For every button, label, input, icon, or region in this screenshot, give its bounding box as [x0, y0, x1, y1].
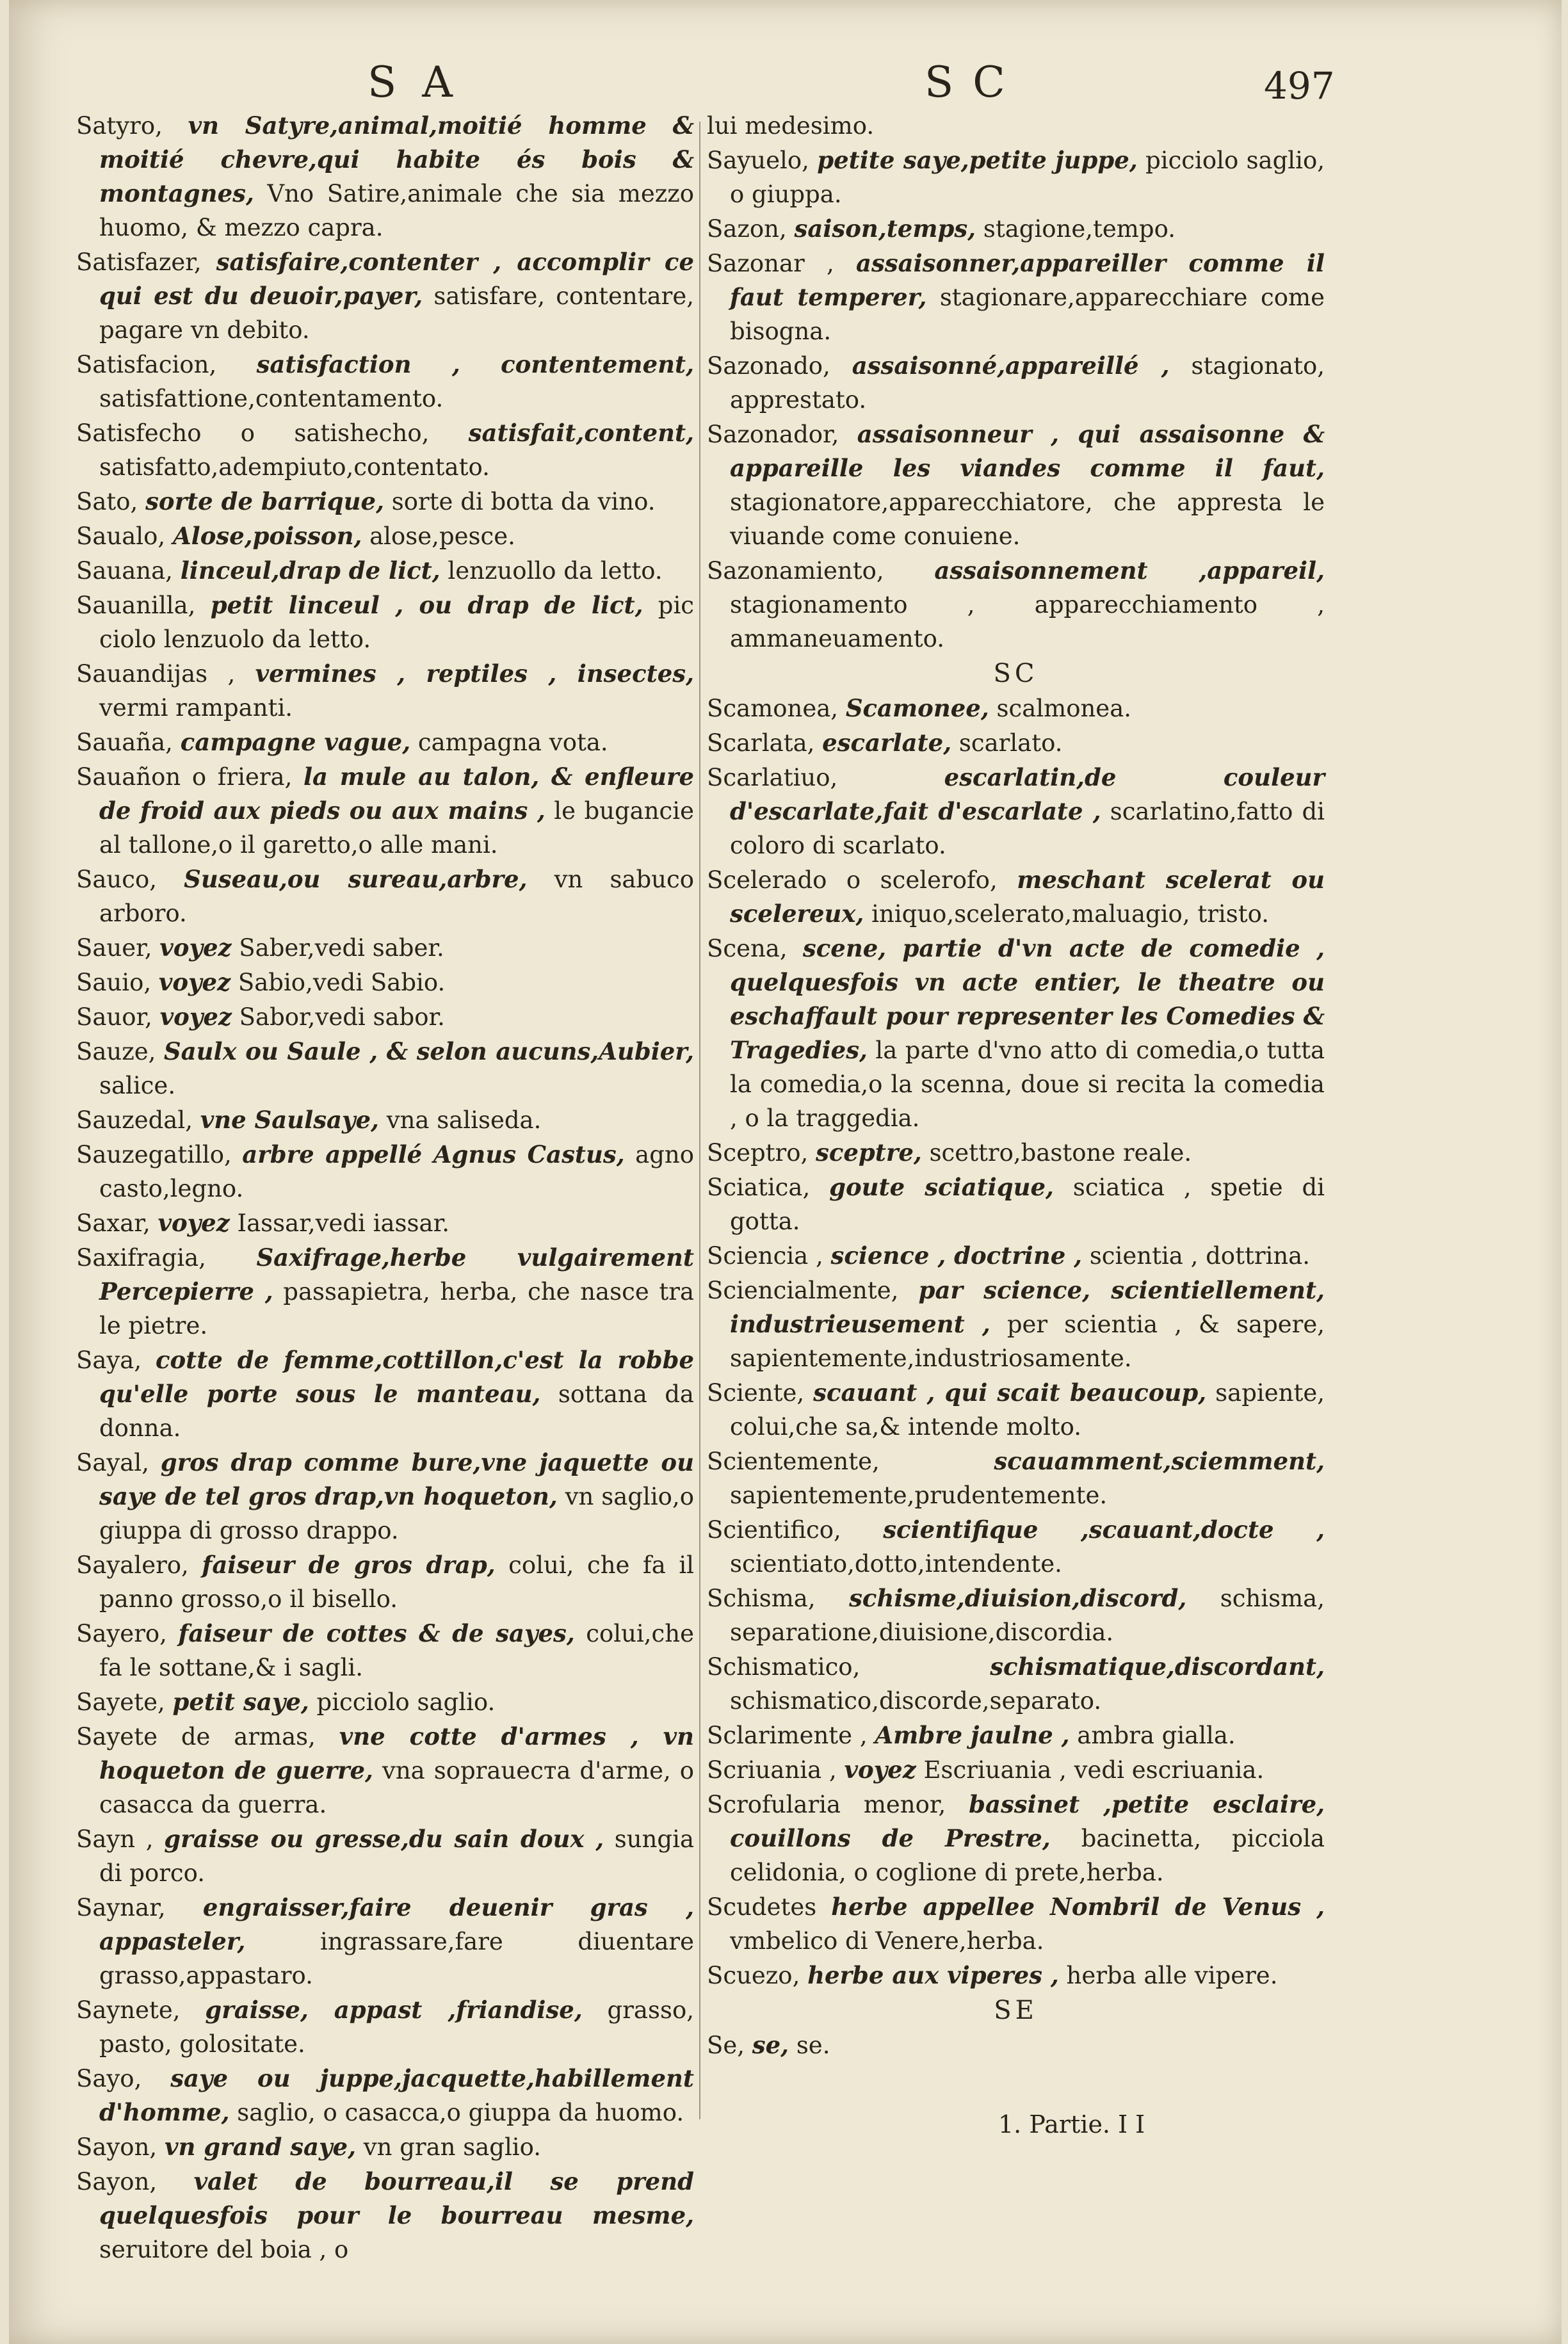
french-gloss: petit linceul , ou drap de lict,: [210, 591, 643, 619]
dictionary-entry: [76, 1206, 694, 1240]
headword: Sauze,: [76, 1038, 156, 1065]
headword: Sazon,: [707, 215, 787, 243]
french-gloss: saison,temps,: [794, 214, 976, 243]
italian-gloss: sciatica , spetie di gotta.: [730, 1174, 1325, 1235]
dictionary-entry: [707, 1650, 1325, 1718]
headword: Se,: [707, 2032, 745, 2059]
dictionary-entry: [707, 1376, 1325, 1444]
headword: Sato,: [76, 488, 138, 515]
dictionary-entry: [707, 1581, 1325, 1649]
italian-gloss: scientia , dottrina.: [1089, 1242, 1310, 1270]
italian-gloss: schismatico,discorde,separato.: [730, 1687, 1102, 1715]
french-gloss: vne Saulsaye,: [200, 1106, 379, 1134]
headword: Sauandijas ,: [76, 660, 236, 688]
headword: Scuezo,: [707, 1962, 800, 1989]
italian-gloss: scientiato,dotto,intendente.: [730, 1550, 1062, 1578]
dictionary-entry: [76, 485, 694, 519]
french-gloss: arbre appellé Agnus Castus,: [242, 1140, 625, 1168]
french-gloss: scauant , qui scait beaucoup,: [813, 1378, 1207, 1407]
italian-gloss: sungia di porco.: [99, 1825, 695, 1887]
dictionary-entry: [76, 519, 694, 553]
headword: Sceptro,: [707, 1139, 809, 1167]
italian-gloss: Escriuania , vedi escriuania.: [923, 1756, 1265, 1784]
headword: Sclarimente ,: [707, 1722, 868, 1749]
dictionary-entry: [76, 1446, 694, 1548]
french-gloss: schisme,diuision,discord,: [849, 1584, 1187, 1612]
italian-gloss: grasso, pasto, golositate.: [99, 1996, 694, 2058]
dictionary-entry: [707, 1753, 1325, 1787]
dictionary-entry: [707, 349, 1325, 417]
italian-gloss: colui,che fa le sottane,& i sagli.: [99, 1620, 694, 1681]
headword: Sayon,: [76, 2133, 158, 2161]
headword: Satisfacion,: [76, 351, 217, 378]
headword: Sayete de armas,: [76, 1723, 316, 1750]
dictionary-entry: [707, 932, 1325, 1135]
french-gloss: assaisonneur , qui assaisonne & appareille les viandes comme il faut,: [730, 420, 1325, 482]
headword: Sayal,: [76, 1449, 149, 1476]
headword: Sauor,: [76, 1003, 152, 1031]
dictionary-entry: [76, 109, 694, 245]
dictionary-entry: [76, 2062, 694, 2130]
french-gloss: vn grand saye,: [164, 2133, 356, 2161]
french-gloss: voyez: [159, 1003, 232, 1031]
dictionary-entry: [707, 212, 1325, 246]
french-gloss: vne cotte d'armes , vn hoqueton de guerre,: [99, 1722, 694, 1784]
headword: Saxifragia,: [76, 1244, 206, 1272]
headword: Sauaña,: [76, 729, 173, 756]
italian-gloss: sottana da donna.: [99, 1380, 694, 1442]
headword: Sayo,: [76, 2065, 142, 2092]
dictionary-entry: [707, 2028, 1325, 2062]
dictionary-entry: [707, 691, 1325, 725]
dictionary-entry: [707, 1239, 1325, 1273]
italian-gloss: campagna vota.: [417, 729, 608, 756]
italian-gloss: Sabor,vedi sabor.: [239, 1003, 445, 1031]
italian-gloss: vn saglio,o giuppa di grosso drappo.: [99, 1483, 694, 1544]
italian-gloss: ambra gialla.: [1077, 1722, 1236, 1749]
french-gloss: Saulx ou Saule , & selon aucuns,Aubier,: [163, 1037, 694, 1065]
italian-gloss: bacinetta, picciola celidonia, o coglione di prete,herba.: [730, 1825, 1325, 1886]
headword: Sazonador,: [707, 421, 839, 448]
header-left-letters: SA: [368, 58, 478, 107]
french-gloss: Scamonee,: [845, 694, 989, 722]
dictionary-entry: [76, 554, 694, 588]
dictionary-entry: [76, 416, 694, 484]
dictionary-entry: [707, 726, 1325, 760]
french-gloss: engraisser,faire deuenir gras , appasteler,: [99, 1893, 694, 1955]
section-heading: SC: [993, 659, 1039, 688]
headword: Sayero,: [76, 1620, 167, 1647]
french-gloss: faiseur de cottes & de sayes,: [178, 1619, 575, 1647]
dictionary-entry: [707, 417, 1325, 553]
italian-gloss: satisfattione,contentamento.: [99, 385, 444, 412]
headword: Sciencia ,: [707, 1242, 823, 1270]
italian-gloss: vn sabuco arboro.: [99, 866, 694, 927]
dictionary-entry: [707, 1718, 1325, 1752]
dictionary-entry: [76, 2130, 694, 2164]
headword: Saualo,: [76, 522, 166, 550]
dictionary-entry: [707, 1788, 1325, 1889]
italian-gloss: Vno Satire,animale che sia mezzo huomo, & mezzo capra.: [99, 180, 694, 241]
french-gloss: bassinet ,petite esclaire, couillons de Prestre,: [730, 1790, 1325, 1852]
italian-gloss: per scientia , & sapere, sapientemente,industriosamente.: [730, 1311, 1325, 1372]
dictionary-entry: [76, 245, 694, 347]
headword: Sciencialmente,: [707, 1277, 899, 1304]
headword: Sazonamiento,: [707, 557, 884, 585]
headword: Satisfecho o satishecho,: [76, 419, 430, 447]
headword: Sauer,: [76, 934, 152, 962]
italian-gloss: se.: [796, 2032, 830, 2059]
italian-gloss: satisfatto,adempiuto,contentato.: [99, 453, 490, 481]
dictionary-entry: [76, 931, 694, 965]
left-column: [76, 109, 694, 2267]
italian-gloss: la parte d'vno atto di comedia,o tutta la comedia,o la scenna, doue si recita la comedia , o la traggedia.: [730, 1037, 1325, 1132]
italian-gloss: vn gran saglio.: [363, 2133, 542, 2161]
italian-gloss: stagionare,apparecchiare come bisogna.: [730, 284, 1325, 345]
dictionary-entry: [707, 1170, 1325, 1238]
headword: Scientifico,: [707, 1516, 841, 1544]
dictionary-entry: [707, 761, 1325, 862]
dictionary-entry: [707, 1136, 1325, 1170]
italian-gloss: Sabio,vedi Sabio.: [238, 969, 446, 996]
italian-gloss: satisfare, contentare, pagare vn debito.: [99, 282, 695, 344]
italian-gloss: agno casto,legno.: [99, 1141, 695, 1202]
headword: Scarlatiuo,: [707, 764, 838, 791]
headword: Schisma,: [707, 1585, 816, 1612]
dictionary-entry: [76, 1720, 694, 1822]
dictionary-entry: [76, 1103, 694, 1137]
french-gloss: la mule au talon, & enfleure de froid aux pieds ou aux mains ,: [99, 763, 695, 825]
headword: Sciente,: [707, 1379, 805, 1407]
headword: Scientemente,: [707, 1448, 880, 1475]
dictionary-entry: [76, 1685, 694, 1719]
french-gloss: linceul,drap de lict,: [180, 556, 440, 585]
french-gloss: valet de bourreau,il se prend quelquesfois pour le bourreau mesme,: [99, 2167, 694, 2229]
dictionary-entry: [76, 1138, 694, 1206]
french-gloss: Suseau,ou sureau,arbre,: [184, 865, 528, 893]
dictionary-page: [9, 0, 1562, 2344]
headword: Sauco,: [76, 866, 157, 893]
headword: Sazonar ,: [707, 250, 834, 277]
french-gloss: herbe aux viperes ,: [807, 1961, 1059, 1989]
italian-gloss: iniquo,scelerato,maluagio, tristo.: [871, 900, 1269, 928]
french-gloss: herbe appellee Nombril de Venus ,: [831, 1893, 1325, 1921]
headword: Saynar,: [76, 1894, 166, 1921]
italian-gloss: herba alle vipere.: [1066, 1962, 1278, 1989]
dictionary-entry: [76, 2165, 694, 2267]
dictionary-entry: [76, 1241, 694, 1343]
headword: Sauanilla,: [76, 592, 196, 619]
headword: Scrofularia menor,: [707, 1791, 946, 1818]
dictionary-entry: [76, 1035, 694, 1103]
headword: Scriuania ,: [707, 1756, 837, 1784]
headword: Sciatica,: [707, 1174, 811, 1201]
french-gloss: se,: [752, 2031, 789, 2059]
headword: Sauio,: [76, 969, 152, 996]
french-gloss: petite saye,petite juppe,: [817, 146, 1138, 174]
italian-gloss: vermi rampanti.: [99, 694, 293, 722]
section-heading: SE: [994, 1996, 1038, 2025]
headword: Sayalero,: [76, 1551, 189, 1579]
italian-gloss: stagionatore,apparecchiatore, che apprеsta le viuande come conuiene.: [730, 489, 1325, 550]
italian-gloss: stagionato, apprestato.: [730, 352, 1325, 414]
dictionary-entry: [76, 862, 694, 930]
italian-gloss: scarlatino,fatto di coloro di scarlato.: [730, 798, 1325, 859]
italian-gloss: Iassar,vedi iassar.: [237, 1209, 449, 1237]
italian-gloss: lenzuollo da letto.: [448, 557, 663, 585]
dictionary-entry: [707, 247, 1325, 348]
dictionary-entry: [76, 760, 694, 862]
dictionary-entry: [76, 1548, 694, 1616]
headword: Saya,: [76, 1346, 142, 1374]
headword: Schismatico,: [707, 1653, 861, 1681]
italian-gloss: lui medesimo.: [707, 112, 875, 140]
dictionary-entry: [76, 725, 694, 759]
french-gloss: escarlatin,de couleur d'escarlate,fait d'escarlate ,: [730, 763, 1325, 825]
italian-gloss: scettro,bastone reale.: [929, 1139, 1192, 1167]
headword: Sauzegatillo,: [76, 1141, 232, 1168]
french-gloss: sceptre,: [816, 1138, 922, 1167]
italian-gloss: colui, che fa il panno grosso,o il bisello.: [99, 1551, 694, 1613]
headword: Sazonado,: [707, 352, 830, 380]
dictionary-entry: [76, 1891, 694, 1992]
headword: Saxar,: [76, 1209, 150, 1237]
headword: Scudetes: [707, 1893, 817, 1921]
headword: Satisfazer,: [76, 248, 202, 276]
italian-gloss: vna saliseda.: [386, 1106, 542, 1134]
italian-gloss: Saber,vedi saber.: [239, 934, 444, 962]
headword: Scamonea,: [707, 695, 839, 722]
dictionary-entry: [76, 1993, 694, 2061]
dictionary-entry: [707, 1444, 1325, 1512]
headword: Sauzedal,: [76, 1106, 193, 1134]
dictionary-entry: [707, 554, 1325, 656]
french-gloss: graisse ou gresse,du sain doux ,: [164, 1825, 604, 1853]
headword: Sayete,: [76, 1688, 165, 1716]
page-number: 497: [1264, 64, 1335, 108]
french-gloss: schismatique,discordant,: [990, 1653, 1325, 1681]
french-gloss: gros drap comme bure,vne jaquette ou saye de tel gros drap,vn hoqueton,: [99, 1448, 694, 1510]
french-gloss: satisfaction , contentement,: [256, 350, 694, 378]
italian-gloss: stagionamento , apparecchiamento , ammaneuamento.: [730, 591, 1325, 652]
italian-gloss: vna sopraueста d'arme, o casacca da guerra.: [99, 1757, 695, 1818]
italian-gloss: salice.: [99, 1072, 176, 1099]
dictionary-entry: [707, 109, 1325, 143]
dictionary-entry: [707, 1959, 1325, 1992]
headword: Sayuelo,: [707, 147, 809, 174]
french-gloss: satisfaire,contenter , accomplir ce qui est du deuoir,payer,: [99, 248, 694, 310]
french-gloss: vermines , reptiles , insectes,: [255, 659, 694, 688]
headword: Sauana,: [76, 557, 173, 585]
headword: Scelerado o scelerofo,: [707, 866, 998, 894]
right-column: [707, 109, 1325, 2063]
headword: Scena,: [707, 935, 788, 962]
headword: Sayn ,: [76, 1825, 154, 1853]
french-gloss: vn Satyre,animal,moitié homme & moitié chevre,qui habite és bois & montagnes,: [99, 111, 694, 207]
italian-gloss: saglio, o casacca,o giuppa da huomo.: [237, 2099, 684, 2126]
french-gloss: assaisonner,appareiller comme il faut temperer,: [730, 249, 1325, 311]
french-gloss: campagne vague,: [180, 728, 411, 756]
italian-gloss: passapietra, herba, che nasce tra le pietre.: [99, 1278, 694, 1339]
italian-gloss: schisma, separatione,diuisione,discordia.: [730, 1585, 1325, 1646]
french-gloss: scauamment,sciemment,: [994, 1447, 1325, 1475]
dictionary-entry: [707, 1513, 1325, 1581]
italian-gloss: sorte di botta da vino.: [391, 488, 656, 515]
french-gloss: petit saye,: [172, 1688, 309, 1716]
italian-gloss: alose,pesce.: [369, 522, 515, 550]
dictionary-entry: [707, 1273, 1325, 1375]
italian-gloss: le bugancie al tallone,o il garetto,o alle mani.: [99, 797, 694, 859]
dictionary-entry: [76, 657, 694, 725]
italian-gloss: pic ciolo lenzuolo da letto.: [99, 592, 695, 653]
italian-gloss: sapiente, colui,che sa,& intende molto.: [730, 1379, 1325, 1441]
dictionary-entry: [76, 1000, 694, 1034]
headword: Scarlata,: [707, 729, 815, 757]
italian-gloss: sapientemente,prudentemente.: [730, 1482, 1108, 1509]
column-divider: [699, 122, 700, 2119]
french-gloss: meschant scelerat ou scelereux,: [730, 866, 1325, 928]
italian-gloss: scalmonea.: [996, 695, 1132, 722]
italian-gloss: ingrassare,fare diuentare grasso,appastaro.: [99, 1928, 694, 1989]
french-gloss: par science, scientiellement, industrieusement ,: [730, 1276, 1325, 1338]
french-gloss: voyez: [158, 968, 231, 996]
french-gloss: scientifique ,scauant,docte ,: [883, 1516, 1325, 1544]
french-gloss: satisfait,content,: [468, 419, 694, 447]
italian-gloss: vmbelico di Venere,herba.: [730, 1927, 1044, 1955]
header-right-letters: SC: [925, 58, 1024, 107]
dictionary-entry: [76, 348, 694, 416]
italian-gloss: scarlato.: [958, 729, 1063, 757]
french-gloss: cotte de femme,cottillon,c'est la robbe qu'elle porte sous le manteau,: [99, 1346, 694, 1408]
french-gloss: Ambre jaulne ,: [875, 1721, 1070, 1749]
french-gloss: sorte de barrique,: [145, 487, 384, 515]
dictionary-entry: [707, 863, 1325, 931]
french-gloss: Saxifrage,herbe vulgairement Percepierre ,: [99, 1243, 694, 1305]
headword: Sayon,: [76, 2168, 158, 2195]
french-gloss: voyez: [844, 1756, 916, 1784]
french-gloss: scene, partie d'vn acte de comedie , quelquesfois vn acte entier, le theatre ou eschaffault pour representer les Comedies & Tragedies,: [730, 934, 1325, 1064]
italian-gloss: seruitore del boia , o: [99, 2236, 349, 2263]
dictionary-entry: [76, 1617, 694, 1685]
headword: Sauañon o friera,: [76, 763, 293, 791]
french-gloss: science , doctrine ,: [830, 1241, 1083, 1270]
italian-gloss: picciolo saglio.: [316, 1688, 496, 1716]
dictionary-entry: [707, 1890, 1325, 1958]
headword: Saynete,: [76, 1996, 181, 2024]
dictionary-entry: [707, 143, 1325, 211]
french-gloss: faiseur de gros drap,: [202, 1551, 496, 1579]
signature-mark: 1. Partie. I I: [998, 2110, 1145, 2138]
dictionary-entry: [76, 588, 694, 656]
page-header: [9, 45, 1562, 115]
french-gloss: assaisonné,appareillé ,: [852, 352, 1170, 380]
french-gloss: goute sciatique,: [829, 1173, 1054, 1201]
french-gloss: escarlate,: [822, 729, 952, 757]
headword: Satyro,: [76, 112, 163, 140]
french-gloss: voyez: [158, 1209, 230, 1237]
dictionary-entry: [76, 1822, 694, 1890]
french-gloss: graisse, appast ,friandise,: [205, 1996, 583, 2024]
italian-gloss: picciolo saglio, o giuppa.: [730, 147, 1325, 208]
french-gloss: Alose,poisson,: [172, 522, 362, 550]
dictionary-entry: [76, 966, 694, 999]
italian-gloss: stagione,tempo.: [983, 215, 1176, 243]
dictionary-entry: [76, 1343, 694, 1445]
french-gloss: voyez: [159, 934, 232, 962]
french-gloss: assaisonnement ,appareil,: [934, 556, 1325, 585]
french-gloss: saye ou juppe,jacquette,habillement d'homme,: [99, 2064, 694, 2126]
